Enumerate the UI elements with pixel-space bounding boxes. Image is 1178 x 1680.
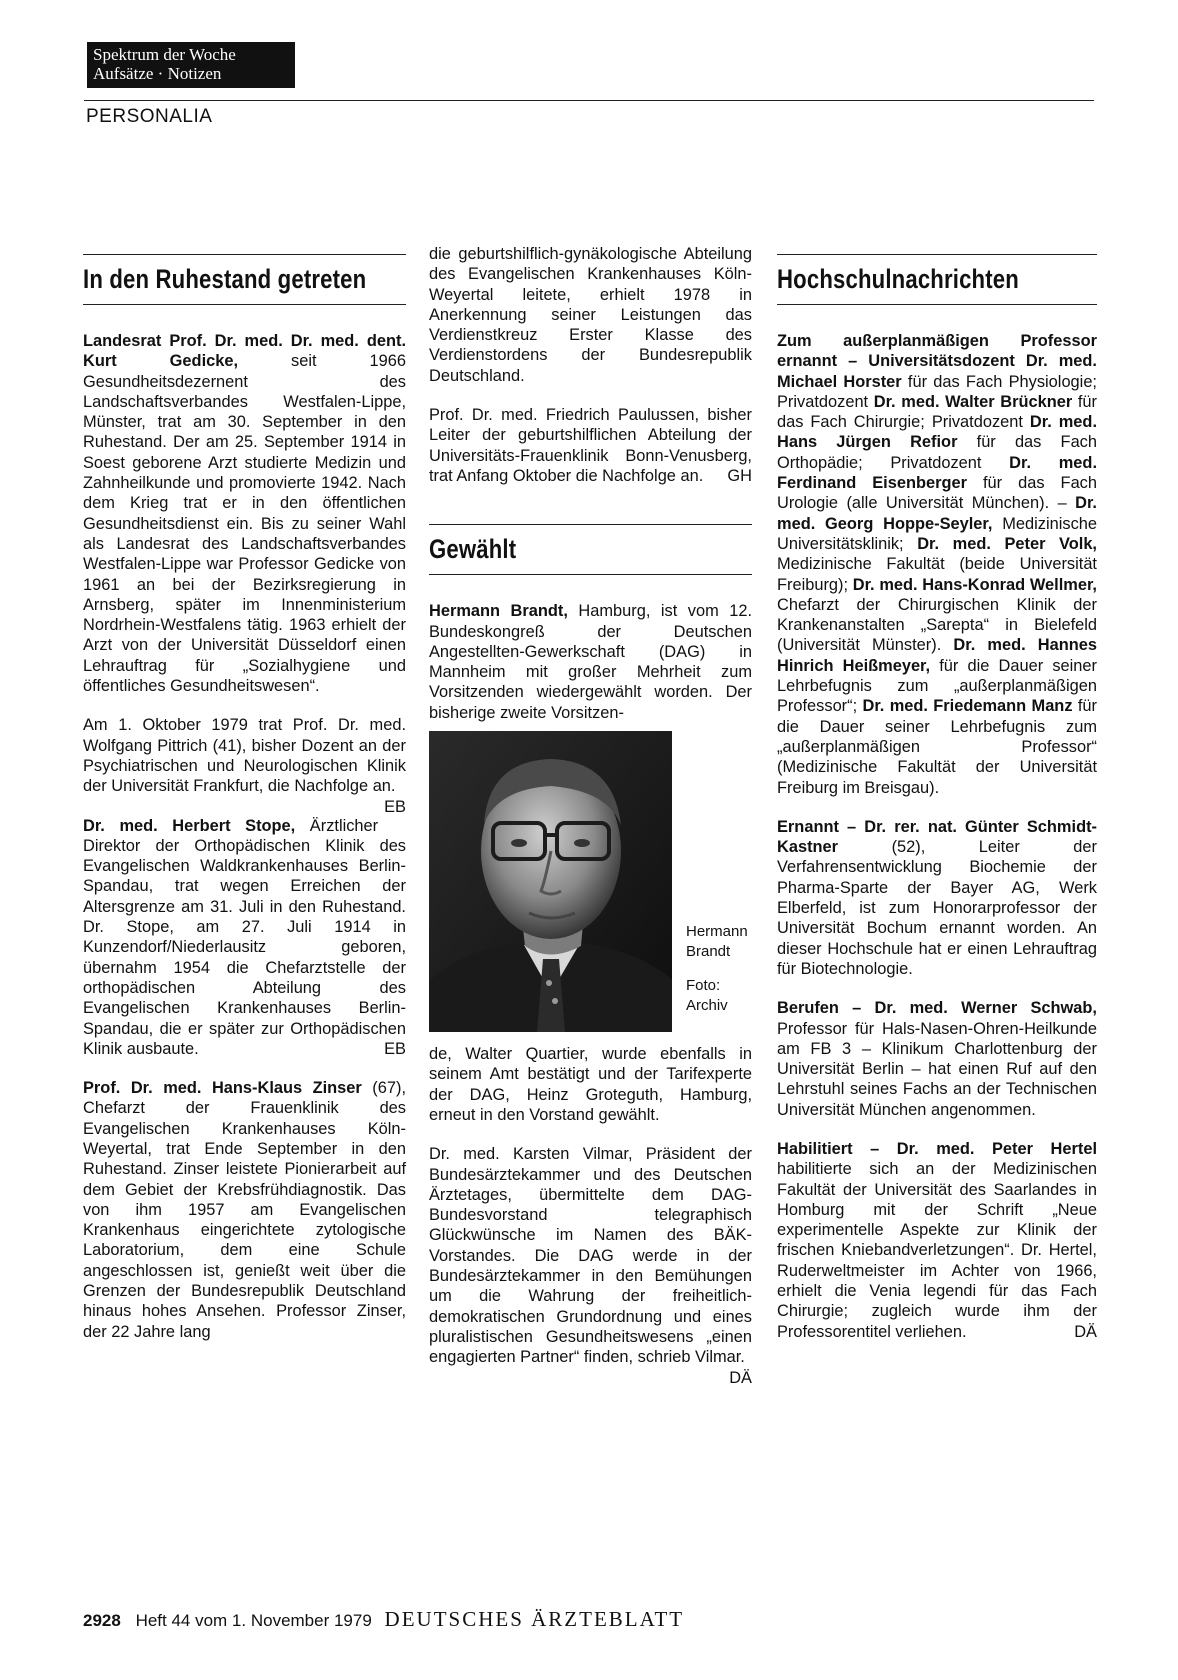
signature-dae-1: DÄ (729, 1368, 752, 1387)
text-hertel: habilitierte sich an der Medizinischen Fakultät der Universität des Saarlandes in Homburg mit der Schrift „Neue experimentelle Aspekte zur Klinik der frischen Kniebandverletzungen“. Dr. Hertel, Ruderweltmeister im Achter von 1966, erhielt die Venia legendi für das Fach Chirurgie; zugleich wurde ihm der Professorentitel verliehen. (777, 1160, 1097, 1341)
heading-block-gewaehlt (429, 524, 752, 575)
heading-ruhestand: In den Ruhestand getreten (83, 264, 367, 294)
issue-info: Heft 44 vom 1. November 1979 (135, 1611, 372, 1630)
name-zinser: Prof. Dr. med. Hans-Klaus Zinser (83, 1079, 362, 1098)
text-stope: Ärztlicher Direktor der Orthopädischen Klinik des Evangelischen Waldkrankenhauses Berlin-Spandau, trat wegen Erreichen der Altersgrenze am 31. Juli in den Ruhestand. Dr. Stope, am 27. Juli 1914 in Kunzendorf/Niederlausitz geboren, übernahm 1954 die Chefarztstelle der orthopädischen Abteilung des Evangelischen Krankenhauses Berlin-Spandau, die er später zur Orthopädischen Klinik ausbaute. (83, 816, 406, 1058)
text-volk: Medizinische Fakultät (beide Universität Freiburg); (777, 555, 1097, 594)
name-eisenberger: Dr. med. Ferdinand Eisenberger (777, 453, 1097, 493)
text-schmidt-kastner: (52), Leiter der Verfahrensentwicklung Biochemie der Pharma-Sparte der Bayer AG, Werk Elberfeld, ist zum Honorarprofessor der Universität Bochum ernannt worden. An dieser Hochschule hat er einen Lehrauftrag für Biotechnologie. (777, 838, 1097, 978)
name-hoppe-seyler: Dr. med. Georg Hoppe-Seyler, (777, 494, 1097, 533)
article-zinser (83, 1078, 406, 1342)
article-stope (83, 816, 406, 1060)
article-pittrich (83, 715, 406, 816)
text-pittrich: Am 1. Oktober 1979 trat Prof. Dr. med. Wolfgang Pittrich (41), bisher Dozent an der Psychiatrischen und Neurologischen Klinik der Universität Frankfurt, die Nachfolge an. (83, 716, 406, 796)
page-number: 2928 (83, 1611, 121, 1630)
text-hoppe-seyler: Medizinische Universitätsklinik; (777, 514, 1097, 553)
name-schmidt-kastner: Ernannt – Dr. rer. nat. Günter Schmidt-Kastner (777, 817, 1097, 857)
caption-name-line-2: Brandt (686, 943, 731, 961)
caption-credit-line-1: Foto: (686, 977, 721, 995)
caption-name-line-1: Hermann (686, 923, 748, 941)
masthead (87, 42, 295, 88)
signature-gh: GH (727, 466, 752, 485)
article-schwab (777, 998, 1097, 1120)
masthead-line-2: Aufsätze · Notizen (93, 64, 222, 83)
column-1 (83, 244, 406, 1342)
article-zinser-continued (429, 244, 752, 386)
text-gedicke: seit 1966 Gesundheitsdezernent des Landschaftsverbandes Westfalen-Lippe, Münster, trat am 30. September in den Ruhestand. Der am 25. September 1914 in Soest geborene Arzt studierte Medizin und Zahnheilkunde und promovierte 1942. Nach dem Krieg trat er in den öffentlichen Gesundheitsdienst ein. Bis zu seiner Wahl als Landesrat des Landschaftsverbandes Westfalen-Lippe war Professor Gedicke von 1961 an bei der Bezirksregierung in Arnsberg, später im Innenministerium Nordrhein-Westfalens tätig. 1963 erhielt der Arzt von der Universität Düsseldorf einen Lehrauftrag für „Sozialhygiene und öffentliches Gesundheitswesen“. (83, 352, 407, 696)
name-volk: Dr. med. Peter Volk, (917, 534, 1097, 553)
section-label: PERSONALIA (86, 106, 213, 127)
text-horster: für das Fach Physiologie; Privatdozent (777, 372, 1097, 411)
photo-caption (686, 922, 748, 1032)
caption-credit-line-2: Archiv (686, 997, 728, 1015)
heading-hochschulnachrichten: Hochschulnachrichten (777, 264, 1019, 294)
portrait-photo-image (429, 731, 672, 1032)
text-wellmer: Chefarzt der Chirurgischen Klinik der Krankenanstalten „Sarepta“ in Bielefeld (Universität Münster). (777, 595, 1097, 655)
signature-dae-2: DÄ (1074, 1322, 1097, 1341)
name-brandt: Hermann Brandt, (429, 602, 568, 621)
article-apl-professoren (777, 331, 1097, 798)
article-hertel (777, 1139, 1097, 1342)
article-gedicke (83, 331, 406, 696)
portrait-photo (429, 731, 672, 1032)
text-heissmeyer: für die Dauer seiner Lehrbefugnis zum „außerplanmäßigen Professor“; (777, 656, 1097, 716)
top-rule (84, 100, 1094, 101)
name-wellmer: Dr. med. Hans-Konrad Wellmer, (852, 575, 1097, 594)
text-brandt: Hamburg, ist vom 12. Bundeskongreß der Deutschen Angestellten-Gewerkschaft (DAG) in Mannheim mit großer Mehrheit zum Vorsitzenden wiedergewählt worden. Der bisherige zweite Vorsitzen- (429, 602, 753, 722)
text-paulussen: Prof. Dr. med. Friedrich Paulussen, bisher Leiter der geburtshilflichen Abteilung der Universitäts-Frauenklinik Bonn-Venusberg, trat Anfang Oktober die Nachfolge an. (429, 406, 752, 485)
article-paulussen (429, 405, 752, 486)
signature-eb-1: EB (384, 797, 406, 816)
name-heissmeyer: Dr. med. Hannes Hinrich Heißmeyer, (777, 636, 1097, 675)
text-zinser-continued: die geburtshilflich-gynäkologische Abteilung des Evangelischen Krankenhauses Köln-Weyertal leitete, erhielt 1978 in Anerkennung seiner Leistungen das Verdienstkreuz Erster Klasse des Verdienstordens der Bundesrepublik Deutschland. (429, 245, 752, 385)
page-footer (83, 1607, 684, 1632)
article-vilmar (429, 1144, 752, 1387)
text-vilmar: Dr. med. Karsten Vilmar, Präsident der Bundesärztekammer und des Deutschen Ärztetages, übermittelte dem DAG-Bundesvorstand telegraphisch Glückwünsche im Namen des BÄK-Vorstandes. Die DAG werde in der Bundesärztekammer in den Bemühungen um die Wahrung der freiheitlich-demokratischen Grundordnung und eines pluralistischen Gesundheitswesens „einen engagierten Partner“ finden, schrieb Vilmar. (429, 1145, 752, 1367)
name-gedicke: Landesrat Prof. Dr. med. Dr. med. dent. Kurt Gedicke, (83, 332, 406, 371)
signature-eb-2: EB (384, 1039, 406, 1058)
column-2 (429, 244, 752, 1388)
text-schwab: Professor für Hals-Nasen-Ohren-Heilkunde am FB 3 – Klinikum Charlottenburg der Universität Berlin – hat einen Ruf auf den Lehrstuhl seines Fachs an der Technischen Universität München angenommen. (777, 1019, 1097, 1119)
article-brandt-continued (429, 1044, 752, 1125)
text-refior: für das Fach Orthopädie; Privatdozent (777, 433, 1097, 472)
name-schwab: Berufen – Dr. med. Werner Schwab, (777, 999, 1097, 1018)
name-stope: Dr. med. Herbert Stope, (83, 816, 296, 835)
heading-block-hochschulnachrichten (777, 254, 1097, 305)
column-3 (777, 244, 1097, 1342)
masthead-line-1: Spektrum der Woche (93, 45, 236, 64)
name-refior: Dr. med. Hans Jürgen Refior (777, 413, 1097, 452)
text-brueckner: für das Fach Chirurgie; Privatdozent (777, 392, 1097, 432)
name-manz: Dr. med. Friedemann Manz (862, 697, 1073, 716)
heading-gewaehlt: Gewählt (429, 534, 517, 565)
heading-block-ruhestand (83, 254, 406, 305)
text-eisenberger: für das Fach Urologie (alle Universität München). – (777, 474, 1097, 513)
article-brandt (429, 601, 752, 723)
journal-name: DEUTSCHES ÄRZTEBLATT (384, 1607, 685, 1631)
photo-block (429, 731, 752, 1032)
text-zinser: (67), Chefarzt der Frauenklinik des Evangelischen Krankenhauses Köln-Weyertal, trat Ende September in den Ruhestand. Zinser leistete Pionierarbeit auf dem Gebiet der Krebsfrühdiagnostik. Das von ihm 1957 am Evangelischen Krankenhaus eingerichtete zytologische Laboratorium, dem eine Schule angeschlossen ist, genießt weit über die Grenzen der Bundesrepublik Deutschland hinaus hohes Ansehen. Professor Zinser, der 22 Jahre lang (83, 1079, 406, 1341)
article-schmidt-kastner (777, 817, 1097, 979)
text-quartier: de, Walter Quartier, wurde ebenfalls in seinem Amt bestätigt und der Tarifexperte der DAG, Heinz Groteguth, Hamburg, erneut in den Vorstand gewählt. (429, 1045, 752, 1124)
name-brueckner: Dr. med. Walter Brückner (873, 392, 1073, 411)
name-hertel: Habilitiert – Dr. med. Peter Hertel (777, 1139, 1097, 1158)
name-horster: Zum außerplanmäßigen Professor ernannt – Universitätsdozent Dr. med. Michael Horster (777, 332, 1097, 391)
text-manz: für die Dauer seiner Lehrbefugnis zum „außerplanmäßigen Professor“ (Medizinische Fakultät der Universität Freiburg im Breisgau). (777, 697, 1097, 797)
